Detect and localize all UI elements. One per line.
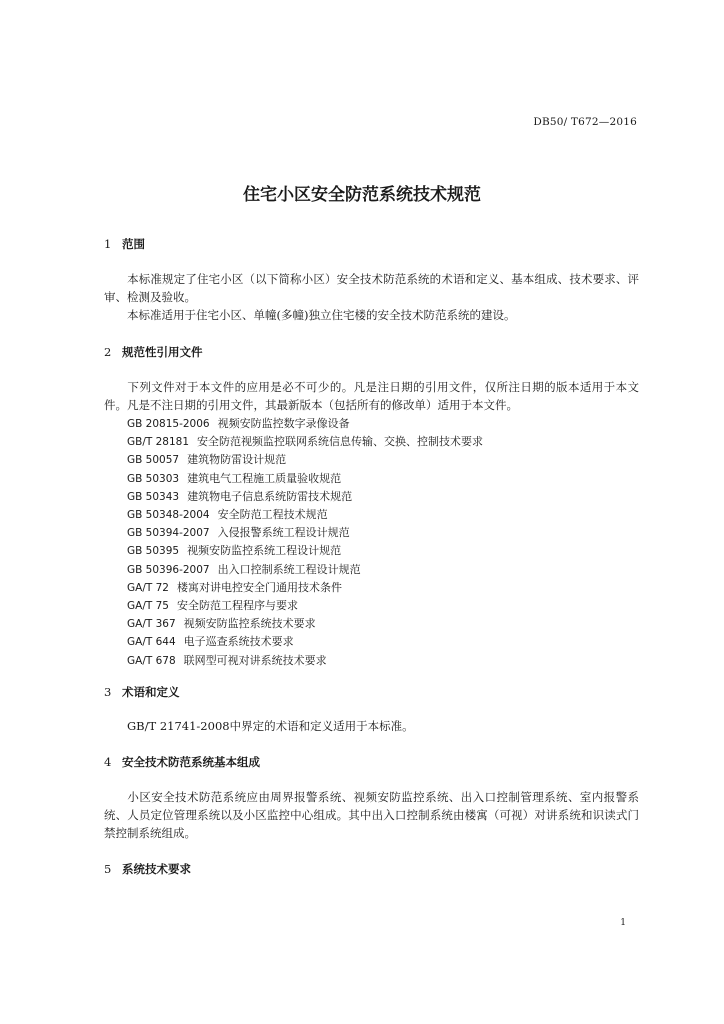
reference-item: GA/T 644 电子巡查系统技术要求 [127, 635, 294, 649]
section-3-paragraph-1: GB/T 21741-2008中界定的术语和定义适用于本标准。 [127, 719, 414, 733]
section-1-paragraph-1: 本标准规定了住宅小区（以下简称小区）安全技术防范系统的术语和定义、基本组成、技术要求、评审、检测及验收。 [104, 272, 639, 304]
section-title: 安全技术防范系统基本组成 [122, 755, 260, 769]
reference-item: GB 50303 建筑电气工程施工质量验收规范 [127, 471, 342, 485]
reference-item: GB 50396-2007 出入口控制系统工程设计规范 [127, 562, 361, 576]
section-number: 4 [104, 755, 112, 769]
reference-item: GA/T 678 联网型可视对讲系统技术要求 [127, 653, 327, 667]
section-2-heading [104, 344, 203, 360]
page-number: 1 [620, 918, 626, 928]
reference-item: GB 50394-2007 入侵报警系统工程设计规范 [127, 526, 350, 540]
normative-references-list [127, 415, 483, 670]
section-5-heading [104, 861, 191, 877]
section-2-paragraph-1: 下列文件对于本文件的应用是必不可少的。凡是注日期的引用文件，仅所注日期的版本适用于本文件。凡是不注日期的引用文件，其最新版本（包括所有的修改单）适用于本文件。 [104, 380, 639, 412]
reference-item: GB 50348-2004 安全防范工程技术规范 [127, 508, 328, 522]
document-title: 住宅小区安全防范系统技术规范 [243, 185, 481, 205]
section-4-paragraph-1: 小区安全技术防范系统应由周界报警系统、视频安防监控系统、出入口控制管理系统、室内报警系统、人员定位管理系统以及小区监控中心组成。其中出入口控制系统由楼寓（可视）对讲系统和识读式门禁控制系统组成。 [104, 790, 639, 840]
section-number: 1 [104, 237, 112, 251]
section-title: 术语和定义 [122, 685, 180, 699]
section-title: 系统技术要求 [122, 862, 191, 876]
reference-item: GB/T 28181 安全防范视频监控联网系统信息传输、交换、控制技术要求 [127, 435, 484, 449]
section-1-paragraph-2: 本标准适用于住宅小区、单幢(多幢)独立住宅楼的安全技术防范系统的建设。 [127, 308, 516, 322]
section-number: 5 [104, 862, 112, 876]
section-1-heading [104, 236, 145, 252]
section-3-heading [104, 684, 180, 700]
reference-item: GB 50057 建筑物防雷设计规范 [127, 453, 287, 467]
reference-item: GA/T 72 楼寓对讲电控安全门通用技术条件 [127, 580, 342, 594]
reference-item: GB 50343 建筑物电子信息系统防雷技术规范 [127, 489, 353, 503]
section-number: 2 [104, 345, 112, 359]
reference-item: GB 50395 视频安防监控系统工程设计规范 [127, 544, 342, 558]
reference-item: GB 20815-2006 视频安防监控数字录像设备 [127, 417, 350, 430]
document-code: DB50/ T672—2016 [533, 116, 637, 128]
reference-item: GA/T 75 安全防范工程程序与要求 [127, 599, 298, 613]
section-title: 范围 [122, 237, 145, 251]
section-title: 规范性引用文件 [122, 345, 203, 359]
section-number: 3 [104, 685, 112, 699]
reference-item: GA/T 367 视频安防监控系统技术要求 [127, 617, 316, 631]
section-4-heading [104, 754, 260, 770]
